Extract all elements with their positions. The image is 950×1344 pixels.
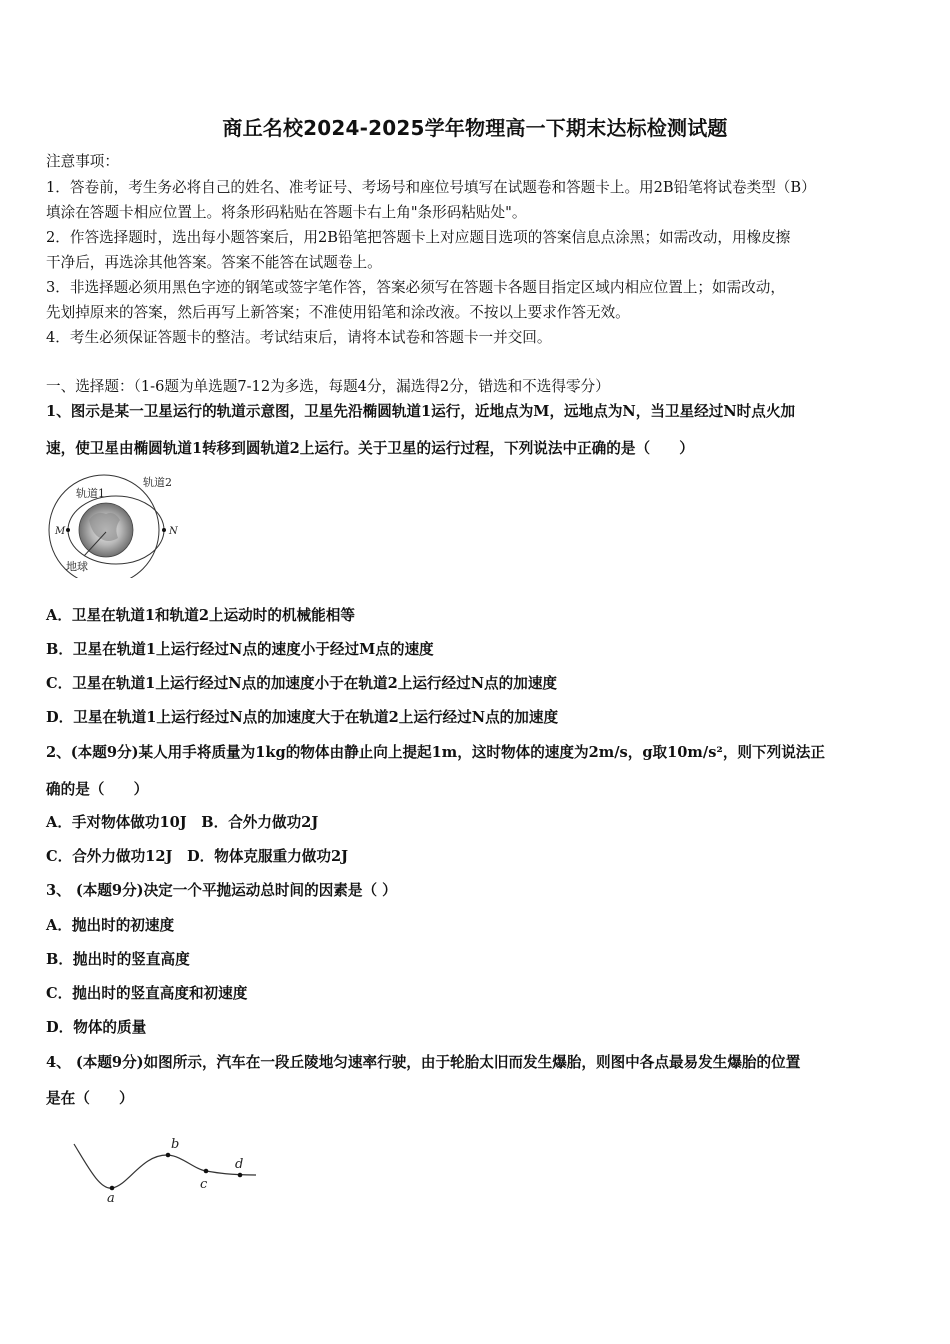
question-3-option-a: A．抛出时的初速度 — [46, 917, 175, 934]
hill-road-diagram — [70, 1132, 260, 1207]
notice-line: 2．作答选择题时，选出每小题答案后，用2B铅笔把答题卡上对应题目选项的答案信息点涂黑；如需改动，用橡皮擦 — [46, 229, 791, 246]
notice-heading: 注意事项： — [46, 153, 119, 170]
notice-line: 干净后，再选涂其他答案。答案不能答在试题卷上。 — [46, 254, 382, 271]
hill-road-figure — [70, 1132, 260, 1207]
point-a-dot — [110, 1186, 115, 1191]
question-2-options-row: A．手对物体做功10J B．合外力做功2J — [46, 814, 319, 831]
point-c-dot — [204, 1169, 209, 1174]
question-1-option-d: D．卫星在轨道1上运行经过N点的加速度大于在轨道2上运行经过N点的加速度 — [46, 709, 559, 726]
question-2-text: 确的是（ ） — [46, 781, 149, 798]
orbit-1-label: 轨道1 — [76, 487, 105, 500]
orbit-figure — [44, 470, 194, 578]
question-4-text: 4、 (本题9分)如图所示，汽车在一段丘陵地匀速率行驶，由于轮胎太旧而发生爆胎，则图中各点最易发生爆胎的位置 — [46, 1054, 801, 1071]
point-n-dot — [162, 528, 166, 532]
point-a-label: a — [107, 1191, 115, 1206]
question-1-option-b: B．卫星在轨道1上运行经过N点的速度小于经过M点的速度 — [46, 641, 434, 658]
question-1-option-c: C．卫星在轨道1上运行经过N点的加速度小于在轨道2上运行经过N点的加速度 — [46, 675, 558, 692]
question-2-text: 2、(本题9分)某人用手将质量为1kg的物体由静止向上提起1m，这时物体的速度为2m/s，g取10m/s²，则下列说法正 — [46, 744, 825, 761]
question-1-option-a: A．卫星在轨道1和轨道2上运动时的机械能相等 — [46, 607, 355, 624]
notice-line: 先划掉原来的答案，然后再写上新答案；不准使用铅笔和涂改液。不按以上要求作答无效。 — [46, 304, 630, 321]
orbit-diagram — [44, 470, 194, 578]
notice-line: 1．答卷前，考生务必将自己的姓名、准考证号、考场号和座位号填写在试题卷和答题卡上。用2B铅笔将试卷类型（B） — [46, 179, 816, 196]
point-b-dot — [166, 1153, 171, 1158]
orbit-2-label: 轨道2 — [143, 476, 172, 489]
question-3-option-d: D．物体的质量 — [46, 1019, 147, 1036]
question-4-text: 是在（ ） — [46, 1090, 134, 1107]
point-m-dot — [66, 528, 70, 532]
notice-line: 填涂在答题卡相应位置上。将条形码粘贴在答题卡右上角"条形码粘贴处"。 — [46, 204, 527, 221]
point-c-label: c — [200, 1177, 208, 1192]
point-n-label: N — [169, 526, 178, 537]
section-heading: 一、选择题：（1-6题为单选题7-12为多选，每题4分，漏选得2分，错选和不选得零分） — [46, 378, 610, 395]
point-d-dot — [238, 1173, 243, 1178]
point-d-label: d — [235, 1157, 244, 1172]
notice-line: 4．考生必须保证答题卡的整洁。考试结束后，请将本试卷和答题卡一并交回。 — [46, 329, 552, 346]
question-1-text: 1、图示是某一卫星运行的轨道示意图，卫星先沿椭圆轨道1运行，近地点为M，远地点为N，当卫星经过N时点火加 — [46, 403, 796, 420]
point-b-label: b — [171, 1137, 180, 1152]
question-2-options-row: C．合外力做功12J D．物体克服重力做功2J — [46, 848, 349, 865]
page-title: 商丘名校2024-2025学年物理高一下期末达标检测试题 — [222, 116, 728, 140]
question-3-option-b: B．抛出时的竖直高度 — [46, 951, 190, 968]
road-curve — [74, 1144, 256, 1188]
question-3-text: 3、 (本题9分)决定一个平抛运动总时间的因素是（ ） — [46, 882, 397, 899]
point-m-label: M — [55, 526, 66, 537]
question-1-text: 速，使卫星由椭圆轨道1转移到圆轨道2上运行。关于卫星的运行过程，下列说法中正确的是（ ） — [46, 440, 694, 457]
notice-line: 3．非选择题必须用黑色字迹的钢笔或签字笔作答，答案必须写在答题卡各题目指定区域内相应位置上；如需改动， — [46, 279, 785, 296]
question-3-option-c: C．抛出时的竖直高度和初速度 — [46, 985, 248, 1002]
earth-label: 地球 — [66, 560, 88, 573]
